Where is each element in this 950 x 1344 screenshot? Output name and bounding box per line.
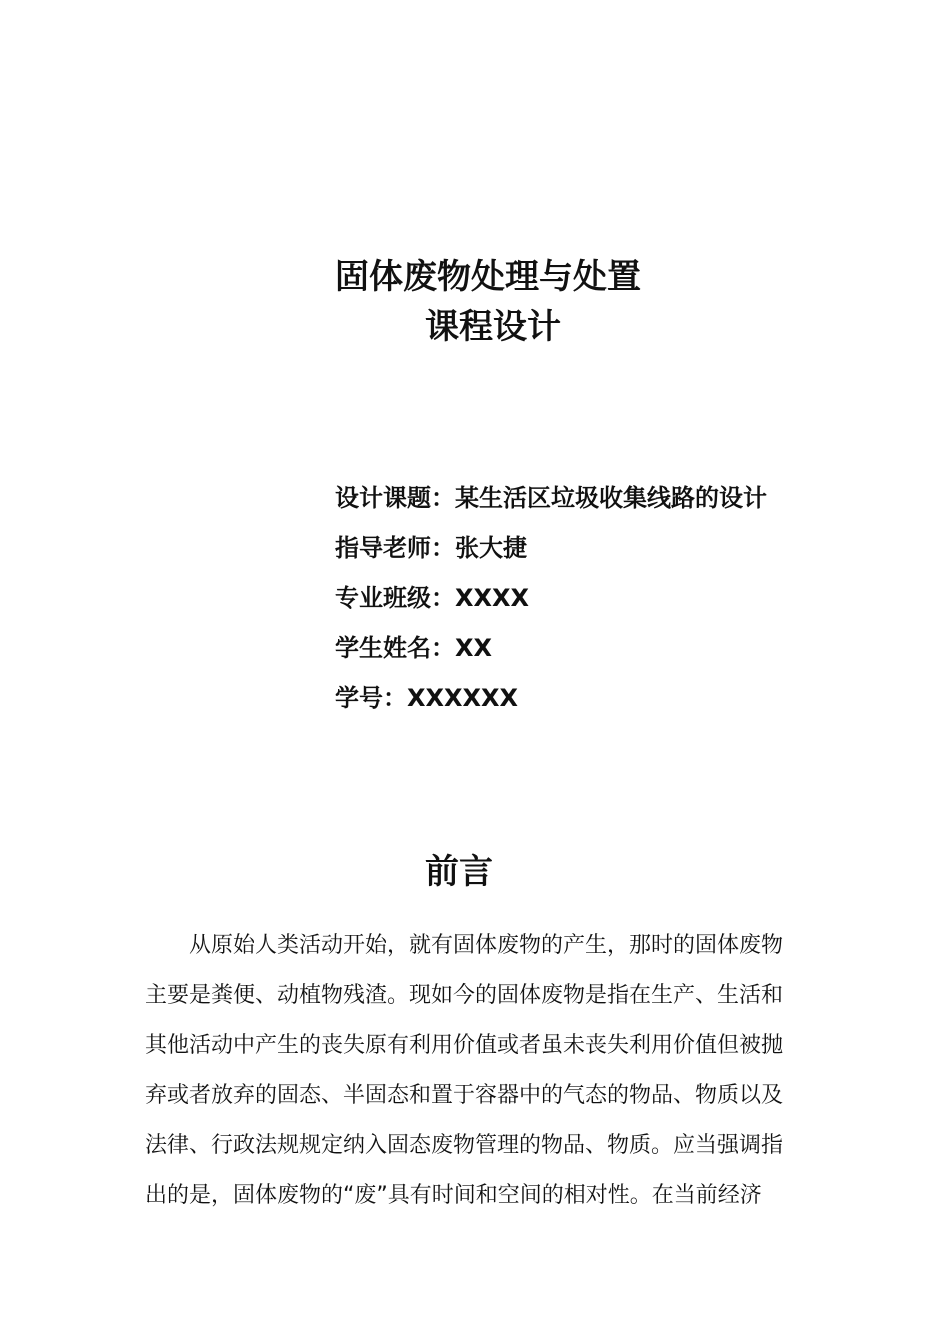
info-row-topic [335,480,767,530]
info-label-class: 专业班级： [335,584,455,612]
body-line: 其他活动中产生的丧失原有利用价值或者虽未丧失利用价值但被抛 [145,1033,784,1058]
info-value-student-name: XX [455,634,493,662]
info-value-class: XXXX [455,584,530,612]
body-line: 主要是粪便、动植物残渣。现如今的固体废物是指在生产、生活和 [145,983,784,1008]
info-row-student-name [335,630,767,680]
info-value-student-id: XXXXXX [407,684,519,712]
body-line: 弃或者放弃的固态、半固态和置于容器中的气态的物品、物质以及 [145,1083,784,1108]
info-row-advisor [335,530,767,580]
body-line: 从原始人类活动开始，就有固体废物的产生，那时的固体废物 [189,933,784,958]
preface-body [145,923,783,1223]
body-line: 出的是，固体废物的“废”具有时间和空间的相对性。在当前经济 [145,1183,762,1208]
body-line: 法律、行政法规规定纳入固态废物管理的物品、物质。应当强调指 [145,1133,784,1158]
info-label-student-id: 学号： [335,684,407,712]
info-value-topic: 某生活区垃圾收集线路的设计 [455,484,767,512]
info-row-class [335,580,767,630]
info-label-student-name: 学生姓名： [335,634,455,662]
cover-info-block [335,480,767,730]
document-title-line-1: 固体废物处理与处置 [335,257,641,297]
info-label-advisor: 指导老师： [335,534,455,562]
preface-heading: 前言 [425,852,493,892]
info-value-advisor: 张大捷 [455,534,527,562]
document-title-line-2: 课程设计 [425,307,561,347]
info-row-student-id [335,680,767,730]
info-label-topic: 设计课题： [335,484,455,512]
